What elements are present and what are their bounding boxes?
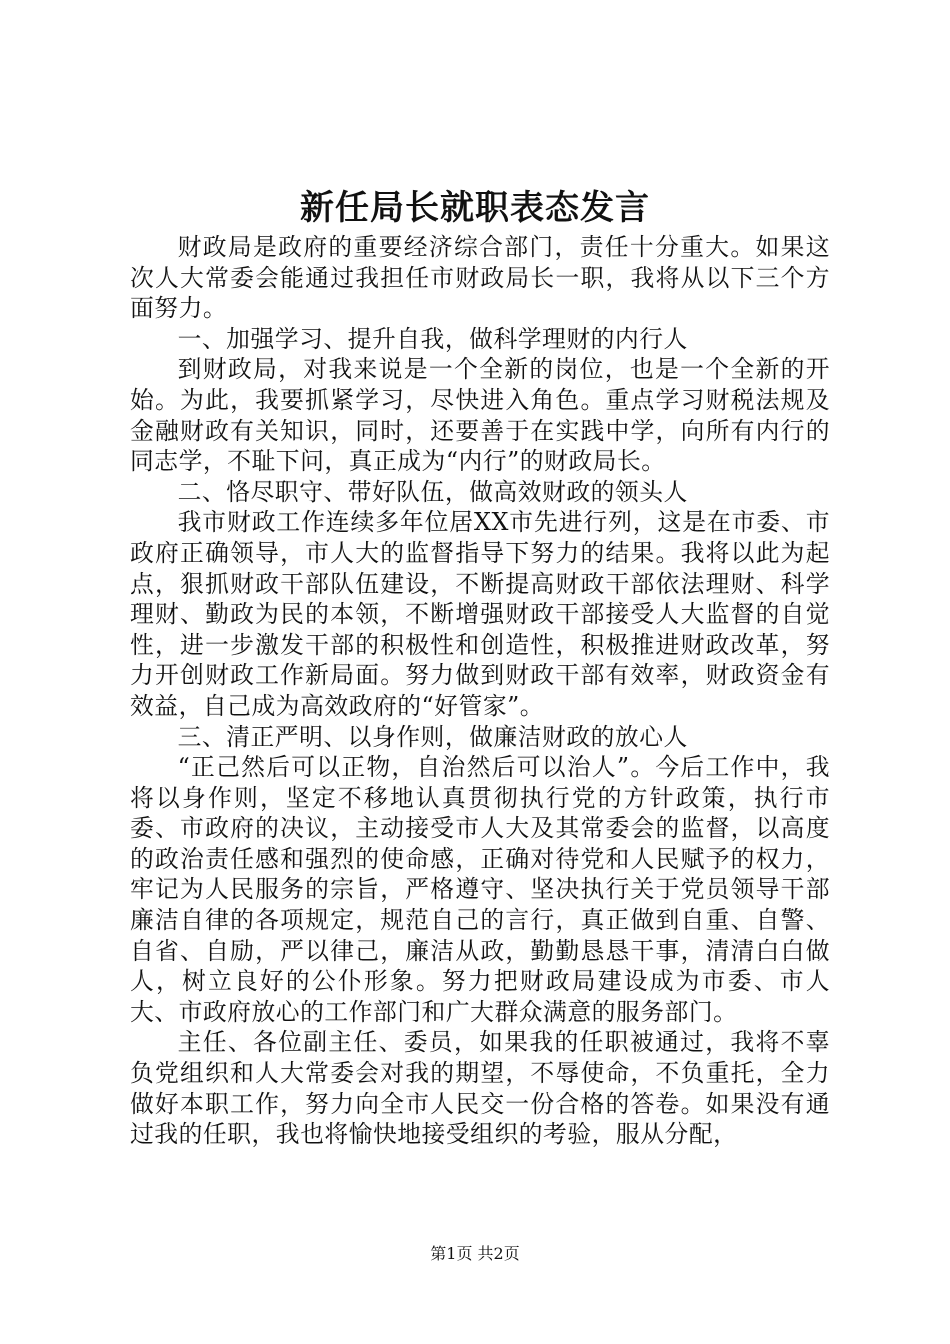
document-body: [130, 232, 830, 1150]
section-paragraph-3: “正己然后可以正物，自治然后可以治人”。今后工作中，我将以身作则，坚定不移地认真贯彻执行党的方针政策，执行市委、市政府的决议，主动接受市人大及其常委会的监督，以高度的政治责任感和强烈的使命感，正确对待党和人民赋予的权力，牢记为人民服务的宗旨，严格遵守、坚决执行关于党员领导干部廉洁自律的各项规定，规范自己的言行，真正做到自重、自警、自省、自励，严以律己，廉洁从政，勤勤恳恳干事，清清白白做人，树立良好的公仆形象。努力把财政局建设成为市委、市人大、市政府放心的工作部门和广大群众满意的服务部门。: [130, 753, 830, 1026]
closing-paragraph: 主任、各位副主任、委员，如果我的任职被通过，我将不辜负党组织和人大常委会对我的期望，不辱使命，不负重托，全力做好本职工作，努力向全市人民交一份合格的答卷。如果没有通过我的任职，我也将愉快地接受组织的考验，服从分配，: [130, 1028, 830, 1149]
section-paragraph-1: 到财政局，对我来说是一个全新的岗位，也是一个全新的开始。为此，我要抓紧学习，尽快进入角色。重点学习财税法规及金融财政有关知识，同时，还要善于在实践中学，向所有内行的同志学，不耻下问，真正成为“内行”的财政局长。: [130, 355, 830, 476]
page-footer: 第1页 共2页: [430, 1244, 520, 1263]
intro-paragraph: 财政局是政府的重要经济综合部门，责任十分重大。如果这次人大常委会能通过我担任市财政局长一职，我将从以下三个方面努力。: [130, 233, 830, 323]
section-paragraph-2: 我市财政工作连续多年位居XX市先进行列，这是在市委、市政府正确领导，市人大的监督指导下努力的结果。我将以此为起点，狠抓财政干部队伍建设，不断提高财政干部依法理财、科学理财、勤政为民的本领，不断增强财政干部接受人大监督的自觉性，进一步激发干部的积极性和创造性，积极推进财政改革，努力开创财政工作新局面。努力做到财政干部有效率，财政资金有效益，自己成为高效政府的“好管家”。: [130, 508, 830, 720]
document-title: 新任局长就职表态发言: [300, 188, 650, 228]
section-heading-3: 三、清正严明、以身作则，做廉洁财政的放心人: [177, 722, 688, 751]
section-heading-1: 一、加强学习、提升自我，做科学理财的内行人: [177, 324, 688, 353]
section-heading-2: 二、恪尽职守、带好队伍，做高效财政的领头人: [177, 477, 688, 506]
